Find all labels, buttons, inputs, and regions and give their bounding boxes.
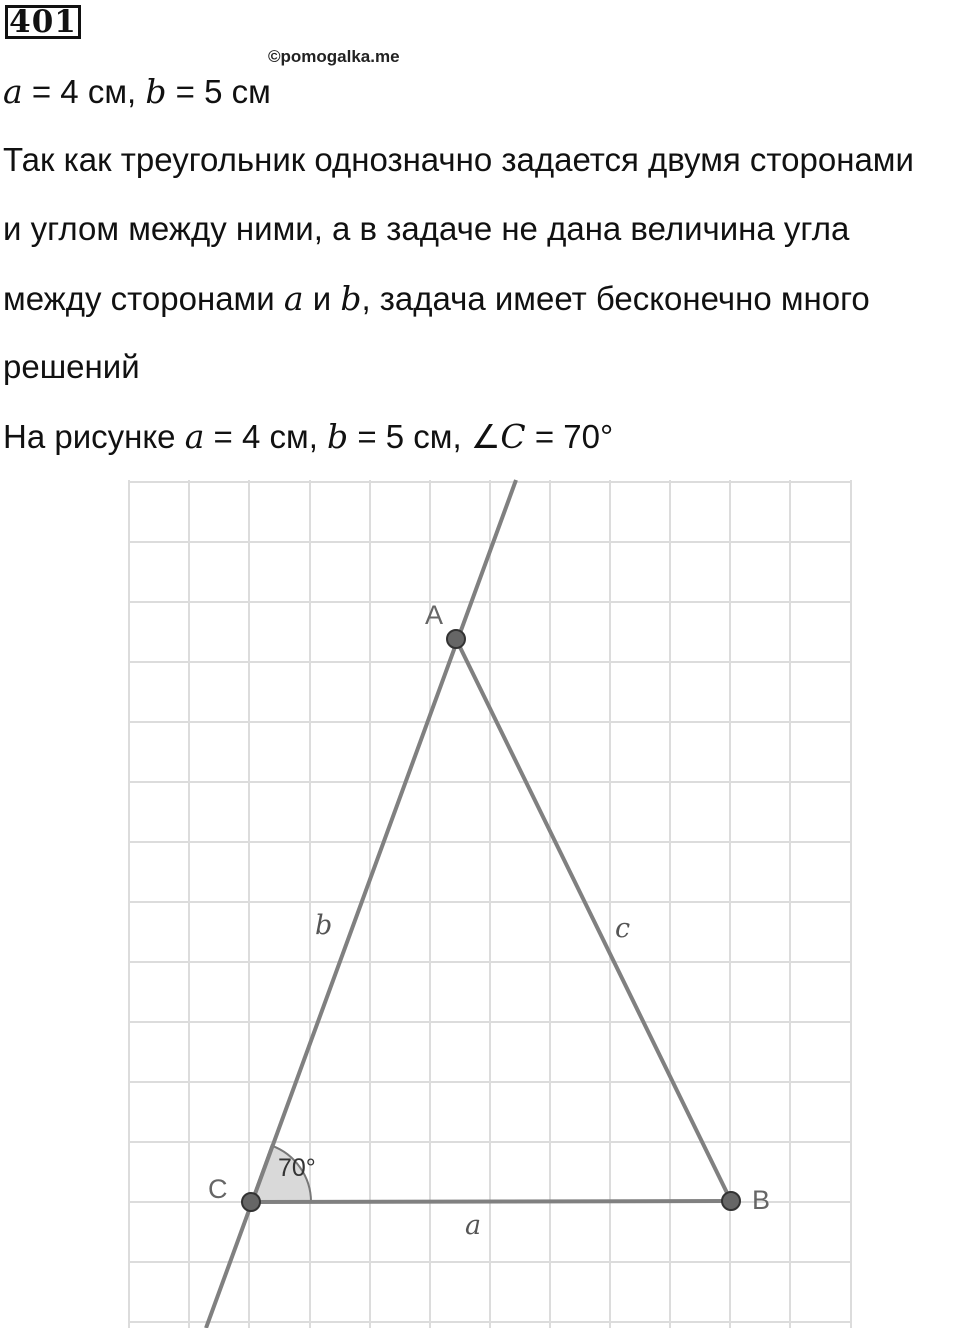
line3-var-b: b [340, 279, 362, 318]
paragraph-line-4: решений [3, 348, 140, 385]
caption-a-value: = 4 см, [204, 418, 328, 455]
label-side-a: a [465, 1210, 482, 1241]
label-angle-c: 70° [278, 1154, 316, 1182]
caption-var-a: a [184, 417, 205, 456]
line3-end: , задача имеет бесконечно много [361, 280, 870, 317]
label-side-b: b [315, 910, 333, 941]
point-c [242, 1193, 260, 1211]
var-b: b [145, 72, 167, 111]
caption-b-value: = 5 см, ∠ [348, 418, 501, 455]
problem-number: 401 [5, 5, 81, 39]
side-c [456, 639, 731, 1201]
paragraph-line-2: и углом между ними, а в задаче не дана величина угла [3, 210, 850, 247]
point-b [722, 1192, 740, 1210]
paragraph-line-3 [3, 279, 870, 318]
caption-var-c: C [500, 417, 526, 456]
b-value: = 5 см [166, 73, 271, 110]
caption-start: На рисунке [3, 418, 185, 455]
side-a [251, 1201, 731, 1202]
line3-start: между сторонами [3, 280, 284, 317]
label-vertex-b: B [752, 1185, 771, 1215]
watermark: ©pomogalka.me [268, 47, 400, 66]
line3-var-a: a [283, 279, 304, 318]
caption-var-b: b [327, 417, 349, 456]
point-a [447, 630, 465, 648]
label-side-c: c [615, 913, 631, 944]
caption-c-value: = 70° [525, 418, 614, 455]
var-a: a [3, 72, 23, 111]
figure-caption [3, 417, 613, 456]
label-vertex-a: A [425, 600, 444, 630]
line3-mid: и [303, 280, 341, 317]
label-vertex-c: C [208, 1174, 228, 1204]
a-value: = 4 см, [22, 73, 146, 110]
triangle-figure [0, 470, 960, 1328]
paragraph-line-1: Так как треугольник однозначно задается двумя сторонами [3, 141, 914, 178]
given-values [3, 72, 271, 111]
